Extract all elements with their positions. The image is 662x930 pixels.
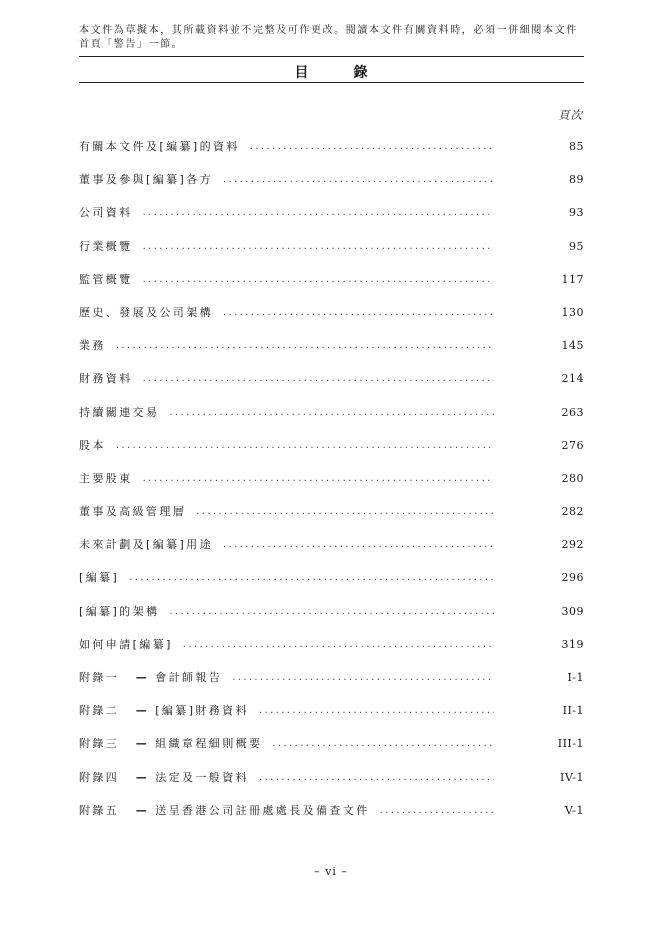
em-dash: — xyxy=(135,803,147,817)
dot-leader xyxy=(169,604,494,620)
toc-entry-page: 130 xyxy=(561,305,584,319)
dot-leader xyxy=(116,438,494,454)
toc-entry[interactable] xyxy=(79,471,584,504)
toc-entry[interactable] xyxy=(79,371,584,404)
toc-appendix-entry[interactable] xyxy=(79,670,584,703)
dot-leader xyxy=(250,139,494,155)
toc-entry[interactable] xyxy=(79,537,584,570)
toc-entry-page: IV-1 xyxy=(560,770,584,784)
toc-appendix-entry[interactable] xyxy=(79,803,584,836)
toc-entry[interactable] xyxy=(79,637,584,670)
toc-appendix-entry[interactable] xyxy=(79,770,584,803)
toc-entry-title: 業務 xyxy=(79,339,106,353)
toc-entry-title: 公司資料 xyxy=(79,206,133,220)
toc-entry-page: 95 xyxy=(569,239,584,253)
toc-entry-title: 歷史、發展及公司架構 xyxy=(79,305,213,319)
header-rule-bottom xyxy=(79,82,584,83)
toc-entry-page: 263 xyxy=(561,405,584,419)
toc-heading-left: 目 xyxy=(294,65,310,81)
page-column-label: 頁次 xyxy=(558,108,583,122)
toc-entry[interactable] xyxy=(79,272,584,305)
appendix-title: 會計師報告 xyxy=(155,671,223,684)
toc-entry-title: 財務資料 xyxy=(79,372,133,386)
dot-leader xyxy=(272,736,494,752)
dot-leader xyxy=(259,703,494,719)
toc-entry[interactable] xyxy=(79,172,584,205)
toc-entry[interactable] xyxy=(79,139,584,172)
toc-entry-title: 董事及參與[編纂]各方 xyxy=(79,173,213,187)
appendix-title: 法定及一般資料 xyxy=(155,770,250,784)
dot-leader xyxy=(183,637,494,653)
toc-entry-title: 未來計劃及[編纂]用途 xyxy=(79,538,213,552)
dot-leader xyxy=(259,770,494,786)
dot-leader xyxy=(143,272,494,288)
toc-entry[interactable] xyxy=(79,570,584,603)
toc-entry[interactable] xyxy=(79,604,584,637)
dot-leader xyxy=(129,570,494,586)
dot-leader xyxy=(143,471,494,487)
dot-leader xyxy=(143,205,494,221)
toc-entry-page: 117 xyxy=(561,272,584,286)
toc-entry-page: 214 xyxy=(561,372,584,386)
em-dash: — xyxy=(135,704,147,718)
toc-heading xyxy=(79,62,584,82)
toc-entry-title: 股本 xyxy=(79,438,106,452)
toc-entry[interactable] xyxy=(79,338,584,371)
toc-entry-title: 監管概覽 xyxy=(79,272,133,286)
dot-leader xyxy=(223,305,494,321)
toc-entry-page: 280 xyxy=(561,471,584,485)
dot-leader xyxy=(223,537,494,553)
dot-leader xyxy=(196,504,494,520)
toc-entry-page: 296 xyxy=(561,571,584,585)
draft-notice: 本文件為草擬本，其所載資料並不完整及可作更改。閱讀本文件有關資料時，必須一併細閱本文件首頁「警告」一節。 xyxy=(79,25,578,50)
table-of-contents xyxy=(79,139,584,836)
em-dash: — xyxy=(135,737,147,751)
toc-entry-page: 292 xyxy=(561,538,584,552)
page-number-footer: – vi – xyxy=(314,865,348,878)
appendix-number: 附錄一 xyxy=(79,671,120,684)
toc-entry-title: 主要股東 xyxy=(79,471,133,485)
toc-entry-page: 319 xyxy=(561,637,584,651)
appendix-number: 附錄二 xyxy=(79,704,120,718)
toc-entry-page: 276 xyxy=(561,438,584,452)
em-dash: — xyxy=(135,671,147,684)
appendix-number: 附錄五 xyxy=(79,803,120,817)
toc-entry-title: 如何申請[編纂] xyxy=(79,637,173,651)
appendix-title: 組織章程細則概要 xyxy=(155,737,263,751)
appendix-title: [編纂]財務資料 xyxy=(155,704,249,718)
toc-entry-page: I-1 xyxy=(567,671,584,684)
toc-entry-title: 董事及高級管理層 xyxy=(79,505,187,519)
toc-appendix-entry[interactable] xyxy=(79,736,584,769)
header-rule-top xyxy=(79,56,584,57)
toc-entry[interactable] xyxy=(79,205,584,238)
toc-entry[interactable] xyxy=(79,504,584,537)
toc-entry-page: 309 xyxy=(561,604,584,618)
toc-appendix-entry[interactable] xyxy=(79,703,584,736)
toc-entry[interactable] xyxy=(79,305,584,338)
toc-entry-title: [編纂] xyxy=(79,571,120,585)
toc-heading-right: 錄 xyxy=(353,65,369,81)
toc-entry[interactable] xyxy=(79,405,584,438)
appendix-number: 附錄三 xyxy=(79,737,120,751)
toc-entry-page: 145 xyxy=(561,339,584,353)
dot-leader xyxy=(116,338,494,354)
appendix-title: 送呈香港公司註冊處處長及備查文件 xyxy=(155,803,370,817)
dot-leader xyxy=(169,405,494,421)
toc-entry-page: 93 xyxy=(569,206,584,220)
dot-leader xyxy=(232,670,494,686)
dot-leader xyxy=(143,239,494,255)
toc-entry-page: V-1 xyxy=(564,803,584,817)
em-dash: — xyxy=(135,770,147,784)
toc-entry-title: [編纂]的架構 xyxy=(79,604,160,618)
toc-entry-page: II-1 xyxy=(562,704,584,718)
dot-leader xyxy=(143,371,494,387)
toc-entry-title: 有關本文件及[編纂]的資料 xyxy=(79,140,240,153)
toc-entry-title: 行業概覽 xyxy=(79,239,133,253)
toc-entry-title: 持續關連交易 xyxy=(79,405,160,419)
dot-leader xyxy=(223,172,494,188)
toc-entry-page: 89 xyxy=(569,173,584,187)
toc-entry-page: 85 xyxy=(569,140,584,153)
toc-entry-page: 282 xyxy=(561,505,584,519)
toc-entry-page: III-1 xyxy=(557,737,584,751)
toc-entry[interactable] xyxy=(79,239,584,272)
toc-entry[interactable] xyxy=(79,438,584,471)
appendix-number: 附錄四 xyxy=(79,770,120,784)
dot-leader xyxy=(380,803,494,819)
